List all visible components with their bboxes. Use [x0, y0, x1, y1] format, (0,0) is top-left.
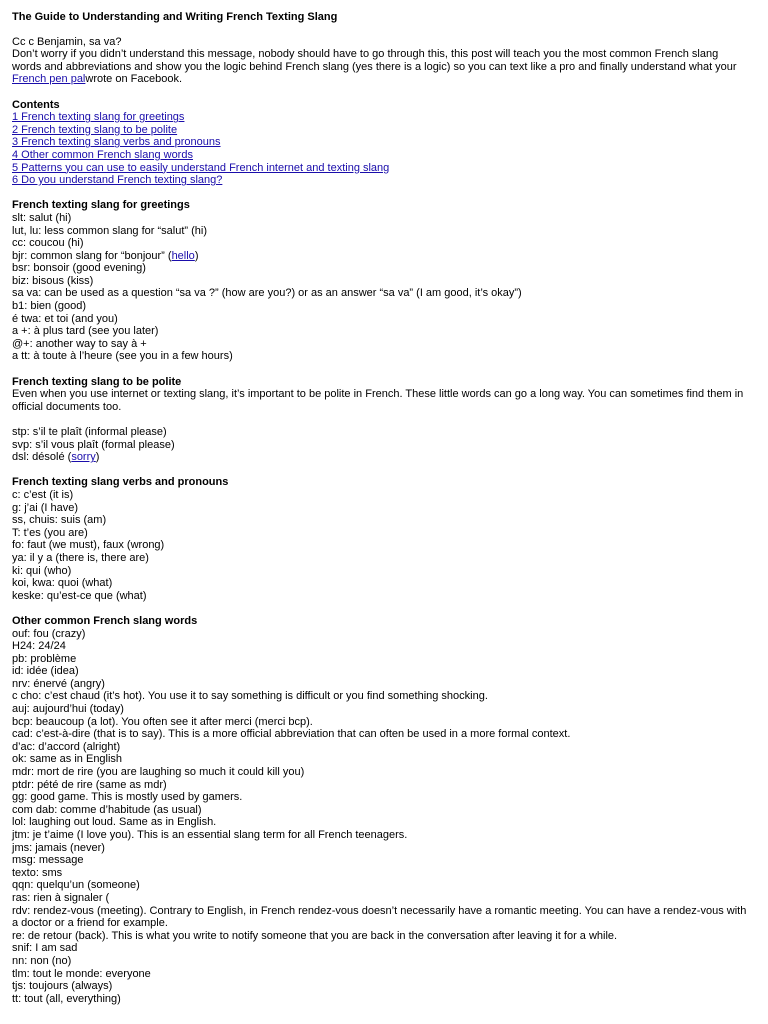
list-item: a tt: à toute à l’heure (see you in a few hours): [12, 350, 233, 363]
list-item: b1: bien (good): [12, 300, 86, 313]
sorry-link[interactable]: sorry: [71, 451, 96, 464]
list-item: mdr: mort de rire (you are laughing so much it could kill you): [12, 766, 305, 779]
list-item: ki: qui (who): [12, 564, 72, 577]
list-item: H24: 24/24: [12, 640, 66, 653]
polite-list: [12, 426, 750, 464]
list-item: rdv: rendez-vous (meeting). Contrary to English, in French rendez-vous doesn’t necessarily have a romantic meeting. You can have a rendez-vous with a doctor or a friend for example.: [12, 904, 747, 930]
list-item: msg: message: [12, 854, 84, 867]
list-item: cc: coucou (hi): [12, 237, 84, 250]
list-item: nn: non (no): [12, 954, 72, 967]
list-item: d’ac: d’accord (alright): [12, 740, 121, 753]
intro-greeting: Cc c Benjamin, sa va?: [12, 35, 122, 48]
greetings-heading: French texting slang for greetings: [12, 199, 190, 212]
contents-heading: Contents: [12, 98, 60, 111]
list-item: qqn: quelqu’un (someone): [12, 879, 140, 892]
polite-heading: French texting slang to be polite: [12, 375, 182, 388]
list-item: g: j’ai (I have): [12, 501, 79, 514]
list-item: keske: qu’est-ce que (what): [12, 589, 147, 602]
list-item: com dab: comme d’habitude (as usual): [12, 803, 202, 816]
list-item: ok: same as in English: [12, 753, 123, 766]
list-item: lol: laughing out loud. Same as in English.: [12, 816, 217, 829]
list-item: gg: good game. This is mostly used by gamers.: [12, 791, 243, 804]
other-words-heading: Other common French slang words: [12, 614, 198, 627]
contents-link-quiz[interactable]: 6 Do you understand French texting slang?: [12, 174, 223, 187]
list-item: biz: bisous (kiss): [12, 274, 94, 287]
list-item: @+: another way to say à +: [12, 337, 147, 350]
list-item: lut, lu: less common slang for “salut” (hi): [12, 224, 208, 237]
bjr-text: bjr: common slang for “bonjour” (: [12, 249, 172, 262]
list-item: fo: faut (we must), faux (wrong): [12, 539, 165, 552]
list-item: ras: rien à signaler (: [12, 891, 110, 904]
list-item: é twa: et toi (and you): [12, 312, 118, 325]
list-item: c cho: c’est chaud (it’s hot). You use it to say something is difficult or you find something shocking.: [12, 690, 488, 703]
list-item: slt: salut (hi): [12, 211, 72, 224]
list-item: [12, 250, 750, 263]
list-item: koi, kwa: quoi (what): [12, 577, 113, 590]
contents-list: [12, 111, 750, 187]
contents-link-verbs[interactable]: 3 French texting slang verbs and pronouns: [12, 136, 221, 149]
bjr-text-end: ): [194, 249, 199, 262]
dsl-text-end: ): [95, 451, 100, 464]
hello-link[interactable]: hello: [171, 249, 195, 262]
intro-text-end: wrote on Facebook.: [85, 73, 183, 86]
verbs-list: [12, 489, 750, 602]
contents-link-patterns[interactable]: 5 Patterns you can use to easily understand French internet and texting slang: [12, 161, 390, 174]
document-page: [12, 11, 750, 1005]
list-item: c: c’est (it is): [12, 488, 74, 501]
list-item: bsr: bonsoir (good evening): [12, 262, 146, 275]
list-item: [12, 451, 750, 464]
list-item: nrv: énervé (angry): [12, 677, 105, 690]
document-title: The Guide to Understanding and Writing French Texting Slang: [12, 11, 338, 23]
list-item: tjs: toujours (always): [12, 980, 113, 993]
list-item: sa va: can be used as a question “sa va ?” (how are you?) or as an answer “sa va” (I am good, it’s okay”): [12, 287, 522, 300]
contents-link-other-words[interactable]: 4 Other common French slang words: [12, 148, 193, 161]
verbs-heading: French texting slang verbs and pronouns: [12, 476, 229, 489]
list-item: a +: à plus tard (see you later): [12, 325, 159, 338]
list-item: jtm: je t’aime (I love you). This is an essential slang term for all French teenagers.: [12, 829, 408, 841]
contents-link-polite[interactable]: 2 French texting slang to be polite: [12, 123, 178, 136]
list-item: ss, chuis: suis (am): [12, 514, 107, 527]
list-item: ptdr: pété de rire (same as mdr): [12, 778, 167, 791]
french-pen-pal-link[interactable]: French pen pal: [12, 73, 86, 86]
list-item: svp: s’il vous plaît (formal please): [12, 438, 175, 451]
list-item: id: idée (idea): [12, 665, 79, 678]
list-item: T: t’es (you are): [12, 526, 88, 539]
list-item: bcp: beaucoup (a lot). You often see it after merci (merci bcp).: [12, 715, 313, 728]
list-item: tt: tout (all, everything): [12, 992, 121, 1005]
list-item: texto: sms: [12, 866, 63, 879]
list-item: auj: aujourd’hui (today): [12, 703, 124, 716]
list-item: stp: s’il te plaît (informal please): [12, 426, 167, 438]
intro-paragraph: [12, 48, 750, 86]
dsl-text: dsl: désolé (: [12, 451, 72, 464]
list-item: ouf: fou (crazy): [12, 627, 86, 640]
list-item: pb: problème: [12, 652, 77, 665]
list-item: cad: c’est-à-dire (that is to say). This is a more official abbreviation that can often be used in a more formal context.: [12, 728, 571, 741]
list-item: jms: jamais (never): [12, 841, 105, 854]
list-item: ya: il y a (there is, there are): [12, 551, 149, 564]
list-item: tlm: tout le monde: everyone: [12, 967, 151, 980]
list-item: re: de retour (back). This is what you write to notify someone that you are back in the conversation after leaving it for a while.: [12, 929, 618, 942]
list-item: snif: I am sad: [12, 942, 78, 955]
polite-intro: Even when you use internet or texting slang, it’s important to be polite in French. These little words can go a long way. You can sometimes find them in official documents too.: [12, 388, 744, 413]
contents-link-greetings[interactable]: 1 French texting slang for greetings: [12, 111, 185, 124]
intro-text: Don’t worry if you didn’t understand this message, nobody should have to go through this, this post will teach you the most common French slang words and abbreviations and show you the logic behind French slang (yes there is a logic) so you can text like a pro and finally understand what your: [12, 48, 737, 73]
greetings-list: [12, 212, 750, 363]
other-words-list: [12, 628, 750, 1006]
